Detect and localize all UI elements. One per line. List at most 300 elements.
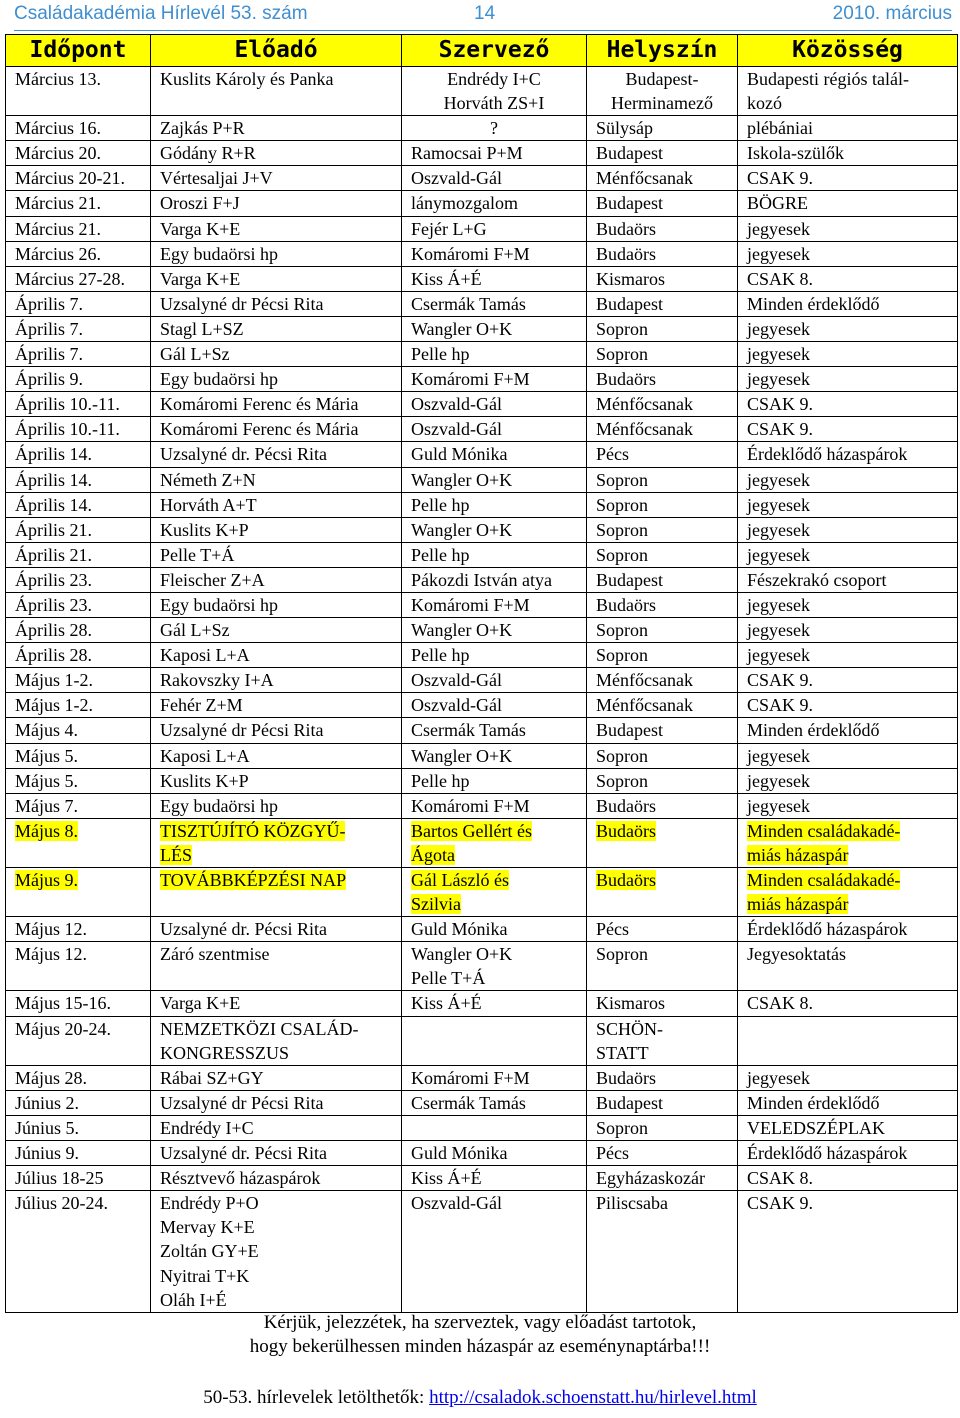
cell-line [15,568,150,592]
cell-line [596,543,737,567]
cell-organizer [402,417,587,442]
cell-line [596,392,737,416]
cell-line [747,892,957,916]
cell-community [738,116,958,141]
cell-date [6,1166,151,1191]
cell-text: Egy budaörsi hp [160,594,278,615]
cell-date [6,291,151,316]
cell-place [587,342,738,367]
cell-line [160,1017,401,1041]
cell-date [6,116,151,141]
cell-line [411,166,586,190]
newsletter-download-link[interactable]: http://csaladok.schoenstatt.hu/hirlevel.html [429,1387,757,1408]
cell-line [587,67,737,91]
cell-line [596,1116,737,1140]
cell-place [587,1166,738,1191]
cell-line [747,1116,957,1140]
cell-speaker [151,367,402,392]
cell-text: Május 4. [15,720,78,741]
cell-line [160,217,401,241]
cell-text: Zoltán GY+E [160,1241,259,1262]
cell-line [411,191,586,215]
table-row [6,1115,958,1140]
cell-line [596,868,737,892]
cell-line [15,292,150,316]
cell-date [6,592,151,617]
table-row [6,291,958,316]
cell-line [15,668,150,692]
cell-text: SCHÖN- [596,1018,664,1039]
cell-text: Kismaros [596,993,665,1014]
cell-text: Április 7. [15,293,84,314]
cell-text: Március 26. [15,243,101,264]
cell-text: CSAK 9. [747,1193,814,1214]
cell-text: Ménfőcsanak [596,394,693,415]
cell-place [587,1141,738,1166]
cell-organizer [402,291,587,316]
cell-place [587,868,738,917]
cell-line [160,67,401,91]
cell-line [596,942,737,966]
cell-line [160,819,401,843]
cell-text: Minden érdeklődő [747,1092,880,1113]
cell-line [160,518,401,542]
cell-date [6,1191,151,1312]
cell-date [6,1090,151,1115]
cell-place [587,917,738,942]
cell-line [402,91,586,115]
cell-date [6,793,151,818]
cell-text: Sopron [596,745,649,766]
cell-line [15,643,150,667]
cell-text: Április 9. [15,369,84,390]
cell-text: Április 21. [15,544,93,565]
cell-line [747,618,957,642]
cell-line [596,1091,737,1115]
cell-text: Ménfőcsanak [596,419,693,440]
cell-organizer [402,492,587,517]
cell-text: Sopron [596,494,649,515]
cell-speaker [151,1016,402,1065]
cell-line [747,593,957,617]
cell-text: Pécs [596,1143,629,1164]
table-row [6,718,958,743]
cell-line [15,744,150,768]
cell-date [6,216,151,241]
cell-line [15,794,150,818]
cell-line [747,543,957,567]
cell-line [747,267,957,291]
cell-text: Budaörs [596,243,656,264]
cell-text: Budapest [596,720,663,741]
cell-text: Kismaros [596,268,665,289]
cell-organizer [402,316,587,341]
cell-speaker [151,818,402,867]
cell-line [15,819,150,843]
cell-line [411,367,586,391]
cell-line [596,1191,737,1215]
cell-community [738,868,958,917]
cell-line [160,141,401,165]
cell-place [587,442,738,467]
cell-line [747,217,957,241]
cell-place [587,291,738,316]
cell-text: Sopron [596,544,649,565]
cell-line [411,267,586,291]
cell-line [160,468,401,492]
cell-organizer [402,1115,587,1140]
cell-text: Május 1-2. [15,695,93,716]
cell-text: Egy budaörsi hp [160,369,278,390]
cell-organizer [402,542,587,567]
cell-line [160,1141,401,1165]
cell-line [15,166,150,190]
table-row [6,643,958,668]
cell-line [596,342,737,366]
cell-line [747,442,957,466]
cell-text: Rábai SZ+GY [160,1067,264,1088]
cell-line [411,892,586,916]
cell-organizer [402,442,587,467]
cell-line [411,769,586,793]
cell-community [738,517,958,542]
cell-speaker [151,1191,402,1312]
cell-text: Mervay K+E [160,1217,255,1238]
cell-text: Ramocsai P+M [411,143,523,164]
cell-place [587,718,738,743]
cell-text: CSAK 9. [747,670,814,691]
cell-date [6,542,151,567]
cell-text: Minden családakadé- [747,820,901,841]
cell-date [6,1141,151,1166]
cell-text: Május 5. [15,770,78,791]
cell-place [587,517,738,542]
cell-speaker [151,942,402,991]
cell-community [738,467,958,492]
cell-date [6,1115,151,1140]
cell-text: TISZTÚJÍTÓ KÖZGYŰ- [160,820,346,841]
cell-text: Sopron [596,519,649,540]
cell-text: Oroszi F+J [160,193,240,214]
cell-line [15,1066,150,1090]
cell-community [738,216,958,241]
cell-text: jegyesek [747,770,810,791]
cell-organizer [402,1166,587,1191]
cell-community [738,141,958,166]
cell-line [747,417,957,441]
cell-community [738,1166,958,1191]
cell-text: Zajkás P+R [160,118,245,139]
cell-text: Április 14. [15,494,93,515]
table-row [6,868,958,917]
cell-line [411,718,586,742]
cell-date [6,492,151,517]
cell-date [6,991,151,1016]
cell-date [6,417,151,442]
cell-line [747,468,957,492]
cell-text: jegyesek [747,318,810,339]
cell-text: Minden családakadé- [747,870,901,890]
table-row [6,567,958,592]
cell-text: Május 5. [15,745,78,766]
cell-community [738,693,958,718]
cell-line [596,618,737,642]
cell-line [15,1166,150,1190]
cell-text: Pelle hp [411,344,470,365]
cell-text: Budaörs [596,870,656,890]
cell-line [747,568,957,592]
cell-line [747,1191,957,1215]
cell-line [411,643,586,667]
cell-line [160,991,401,1015]
cell-line [411,1191,586,1215]
cell-text: Április 14. [15,444,93,465]
cell-text: CSAK 9. [747,695,814,716]
cell-line [160,794,401,818]
table-row [6,241,958,266]
cell-line [15,67,150,91]
cell-line [747,819,957,843]
table-row [6,342,958,367]
cell-text: Komáromi Ferenc és Mária [160,394,359,415]
cell-line [411,1141,586,1165]
cell-date [6,241,151,266]
cell-line [596,819,737,843]
cell-text: Pelle hp [411,770,470,791]
cell-speaker [151,1065,402,1090]
cell-text: Oszvald-Gál [411,419,502,440]
cell-organizer [402,643,587,668]
page-number: 14 [474,3,496,24]
cell-speaker [151,592,402,617]
cell-speaker [151,316,402,341]
cell-organizer [402,1191,587,1312]
cell-speaker [151,67,402,116]
cell-place [587,166,738,191]
cell-text: jegyesek [747,745,810,766]
cell-text: Jegyesoktatás [747,944,846,965]
cell-text: Április 23. [15,594,93,615]
cell-place [587,743,738,768]
cell-line [596,668,737,692]
cell-line [160,417,401,441]
cell-line [160,1288,401,1312]
cell-date [6,141,151,166]
cell-speaker [151,768,402,793]
cell-text: Komáromi F+M [411,594,530,615]
cell-organizer [402,668,587,693]
cell-organizer [402,768,587,793]
cell-text: CSAK 8. [747,268,814,289]
cell-community [738,392,958,417]
cell-place [587,592,738,617]
cell-speaker [151,917,402,942]
footer-request-line-1: Kérjük, jelezzétek, ha szerveztek, vagy előadást tartotok, [263,1312,697,1333]
cell-line [747,643,957,667]
cell-text: Május 8. [15,820,78,841]
table-row [6,592,958,617]
cell-line [411,991,586,1015]
cell-text: Április 10.-11. [15,419,120,440]
cell-text: Guld Mónika [411,1143,508,1164]
cell-text: Oszvald-Gál [411,168,502,189]
cell-community [738,1115,958,1140]
cell-community [738,942,958,991]
cell-line [747,191,957,215]
cell-community [738,442,958,467]
cell-text: Budapest [596,569,663,590]
cell-text: Kuslits K+P [160,519,249,540]
cell-text: Budapest [596,1092,663,1113]
cell-text: Május 12. [15,944,87,965]
cell-text: Komáromi Ferenc és Mária [160,419,359,440]
cell-line [596,1017,737,1041]
cell-line [596,693,737,717]
cell-date [6,67,151,116]
cell-text: lánymozgalom [411,193,518,214]
cell-line [160,769,401,793]
cell-text: Rakovszky I+A [160,670,274,691]
table-row [6,917,958,942]
cell-speaker [151,618,402,643]
cell-text: Stagl L+SZ [160,318,244,339]
cell-text: Sopron [596,620,649,641]
cell-text: Komáromi F+M [411,795,530,816]
cell-line [160,942,401,966]
cell-organizer [402,191,587,216]
cell-community [738,818,958,867]
cell-community [738,1090,958,1115]
cell-line [160,1264,401,1288]
cell-line [596,317,737,341]
cell-community [738,191,958,216]
cell-line [15,217,150,241]
cell-speaker [151,467,402,492]
cell-text: Minden érdeklődő [747,720,880,741]
cell-speaker [151,517,402,542]
cell-line [596,568,737,592]
cell-line [160,668,401,692]
cell-text: Pelle hp [411,544,470,565]
cell-place [587,818,738,867]
cell-text: Ménfőcsanak [596,695,693,716]
cell-speaker [151,743,402,768]
cell-speaker [151,668,402,693]
cell-text: Pelle hp [411,645,470,666]
cell-text: Minden érdeklődő [747,293,880,314]
cell-community [738,367,958,392]
cell-line [15,442,150,466]
cell-line [747,693,957,717]
cell-place [587,1191,738,1312]
cell-line [596,744,737,768]
cell-line [160,618,401,642]
cell-organizer [402,718,587,743]
cell-date [6,768,151,793]
cell-line [15,1017,150,1041]
table-row [6,1191,958,1312]
cell-line [747,166,957,190]
column-header-place: Helyszín [587,35,738,67]
cell-community [738,492,958,517]
cell-place [587,392,738,417]
table-row [6,818,958,867]
cell-line [596,1041,737,1065]
cell-line [596,166,737,190]
table-row [6,116,958,141]
cell-community [738,1141,958,1166]
cell-text: Május 20-24. [15,1018,111,1039]
cell-line [15,1091,150,1115]
cell-speaker [151,216,402,241]
cell-place [587,1090,738,1115]
cell-text: Endrédy I+C [160,1117,254,1138]
cell-text: Július 20-24. [15,1193,109,1214]
cell-date [6,693,151,718]
cell-line [596,442,737,466]
cell-text: Érdeklődő házaspárok [747,444,908,465]
cell-line [411,468,586,492]
cell-text: Sopron [596,645,649,666]
cell-line [747,392,957,416]
cell-community [738,618,958,643]
cell-line [747,942,957,966]
cell-line [160,718,401,742]
cell-text: Sopron [596,344,649,365]
cell-line [596,116,737,140]
cell-line [747,141,957,165]
cell-line [160,868,401,892]
cell-line [15,718,150,742]
cell-text: STATT [596,1042,649,1063]
cell-text: ? [490,118,498,139]
cell-line [596,718,737,742]
cell-organizer [402,216,587,241]
cell-text: Wangler O+K [411,469,513,490]
cell-line [747,868,957,892]
cell-text: Budaörs [596,594,656,615]
cell-line [747,116,957,140]
cell-line [15,468,150,492]
cell-place [587,1115,738,1140]
cell-line [747,91,957,115]
cell-text: jegyesek [747,218,810,239]
cell-place [587,668,738,693]
cell-text: Egy budaörsi hp [160,243,278,264]
cell-line [15,917,150,941]
cell-line [160,367,401,391]
cell-community [738,266,958,291]
cell-text: Érdeklődő házaspárok [747,919,908,940]
cell-speaker [151,718,402,743]
cell-text: miás házaspár [747,894,849,915]
cell-line [15,267,150,291]
cell-text: Április 10.-11. [15,394,120,415]
cell-community [738,1065,958,1090]
cell-line [596,141,737,165]
cell-place [587,316,738,341]
cell-date [6,316,151,341]
cell-organizer [402,166,587,191]
cell-organizer [402,241,587,266]
table-row [6,492,958,517]
cell-organizer [402,392,587,417]
cell-text: Nyitrai T+K [160,1265,250,1286]
cell-line [15,543,150,567]
table-row [6,618,958,643]
table-row [6,991,958,1016]
cell-place [587,1016,738,1065]
